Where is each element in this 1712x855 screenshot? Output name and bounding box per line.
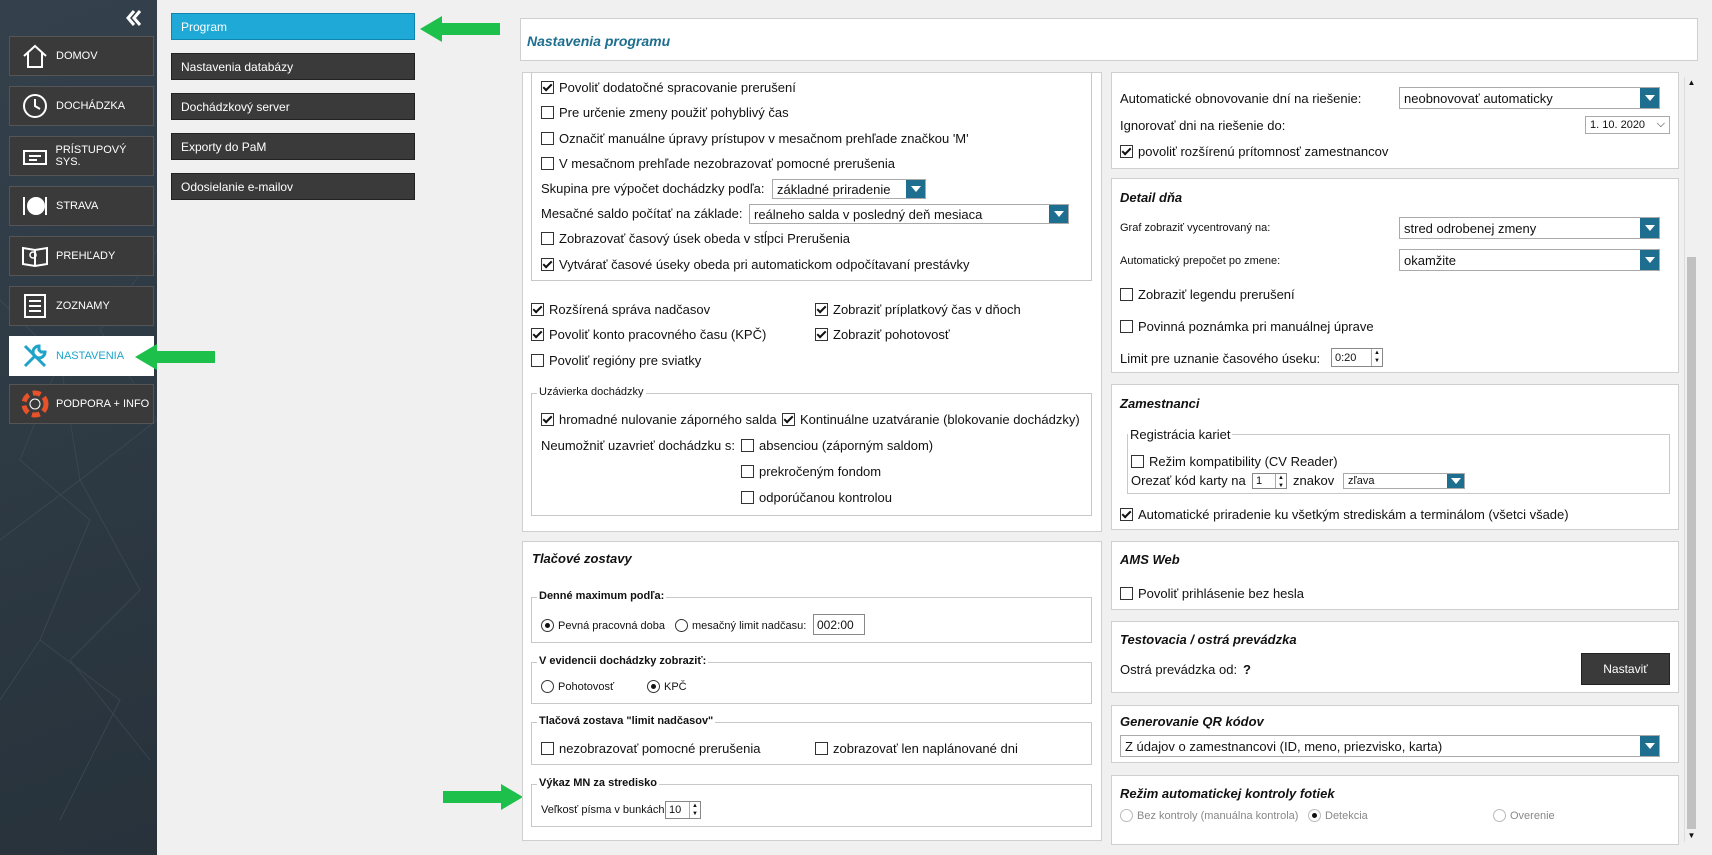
sidebar-item-domov[interactable]	[9, 36, 154, 76]
graf-select[interactable]: stred odrobenej zmeny	[1399, 217, 1660, 239]
radio-kpc[interactable]: KPČ	[647, 680, 687, 693]
sidebar-item-label: PODPORA + INFO	[56, 398, 150, 410]
chevron-down-icon	[1640, 88, 1659, 108]
chevron-down-icon	[1640, 218, 1659, 238]
znakov-label: znakov	[1293, 473, 1335, 488]
checkbox-hromadne-nulovanie[interactable]: hromadné nulovanie záporného salda	[541, 412, 777, 427]
checkbox-absenciou[interactable]: absenciou (záporným saldom)	[741, 438, 933, 453]
neumoznit-label: Neumožniť uzavrieť dochádzku s:	[541, 438, 736, 453]
sidebar	[0, 0, 157, 855]
limit-useku-label: Limit pre uznanie časového úseku:	[1120, 351, 1321, 366]
ams-web-title: AMS Web	[1120, 552, 1180, 567]
checkbox-legenda-preruseni[interactable]: Zobraziť legendu prerušení	[1120, 287, 1295, 302]
checkbox-priplatkovy-cas[interactable]: Zobraziť príplatkový čas v dňoch	[815, 302, 1021, 317]
sidebar-item-label: STRAVA	[56, 200, 99, 212]
checkbox-auto-priradenie[interactable]: Automatické priradenie ku všetkým strediskám a terminálom (všetci všade)	[1120, 507, 1569, 522]
checkbox-povinna-poznamka[interactable]: Povinná poznámka pri manuálnej úprave	[1120, 319, 1374, 334]
scrollbar-thumb[interactable]	[1687, 257, 1696, 829]
denne-maximum-title: Denné maximum podľa:	[539, 590, 665, 602]
registracia-kariet-title: Registrácia kariet	[1130, 427, 1231, 442]
chevron-down-icon	[1447, 474, 1464, 488]
checkbox-rozsirena-sprava[interactable]: Rozšírená správa nadčasov	[531, 302, 710, 317]
auto-obnovovanie-select[interactable]: neobnovovať automaticky	[1399, 87, 1660, 109]
orezat-stepper[interactable]: 1 ▲ ▼	[1252, 473, 1287, 489]
orezat-strana-select[interactable]: zľava	[1343, 473, 1465, 489]
scroll-down-arrow-icon[interactable]: ▼	[1687, 831, 1696, 840]
scroll-up-arrow-icon[interactable]: ▲	[1687, 78, 1696, 87]
saldo-select[interactable]: reálneho salda v posledný deň mesiaca	[749, 204, 1069, 224]
ignorovat-date-picker[interactable]: 1. 10. 2020 ⌵	[1585, 116, 1670, 134]
wrench-icon	[20, 341, 50, 371]
saldo-label: Mesačné saldo počítať na základe:	[541, 206, 743, 221]
lifebuoy-icon	[20, 389, 50, 419]
vykaz-mn-title: Výkaz MN za stredisko	[539, 777, 657, 789]
detail-dna-title: Detail dňa	[1120, 190, 1183, 205]
checkbox-nezobrazovat-pomocne-tlac[interactable]: nezobrazovať pomocné prerušenia	[541, 741, 760, 756]
checkbox-kontinualne[interactable]: Kontinuálne uzatváranie (blokovanie dochádzky)	[782, 412, 1080, 427]
graf-label: Graf zobraziť vycentrovaný na:	[1120, 222, 1271, 234]
list-icon	[20, 291, 50, 321]
left-top-group	[531, 72, 1092, 281]
sidebar-item-label: NASTAVENIA	[56, 350, 125, 362]
sidebar-item-zoznamy[interactable]	[9, 286, 154, 326]
green-arrow-icon	[135, 344, 215, 370]
radio-bez-kontroly[interactable]: Bez kontroly (manuálna kontrola)	[1120, 809, 1298, 822]
home-icon	[20, 41, 50, 71]
checkbox-odporucanou-kontrolou[interactable]: odporúčanou kontrolou	[741, 490, 892, 505]
submenu-item-program[interactable]: Program	[171, 13, 415, 40]
clock-icon	[20, 91, 50, 121]
submenu-item-dochadzkovy-server[interactable]: Dochádzkový server	[171, 93, 415, 120]
chevron-down-icon	[1640, 250, 1659, 270]
sidebar-item-prehlady[interactable]	[9, 236, 154, 276]
testovacia-title: Testovacia / ostrá prevádzka	[1120, 632, 1297, 647]
sidebar-item-podpora[interactable]	[9, 384, 154, 424]
limit-nadcasov-title: Tlačová zostava "limit nadčasov"	[539, 715, 714, 727]
plate-icon	[20, 191, 50, 221]
ostra-prevadzka-label: Ostrá prevádzka od:	[1120, 662, 1238, 677]
chevron-down-icon	[1640, 736, 1659, 756]
green-arrow-icon	[443, 784, 523, 810]
checkbox-nezobrazovat-pomocne[interactable]: V mesačnom prehľade nezobrazovať pomocné prerušenia	[541, 156, 895, 171]
chevron-down-icon: ⌵	[1656, 118, 1665, 130]
green-arrow-icon	[420, 16, 500, 42]
sidebar-item-label: DOMOV	[56, 50, 98, 62]
skupina-label: Skupina pre výpočet dochádzky podľa:	[541, 181, 765, 196]
checkbox-obed-automaticky[interactable]: Vytvárať časové úseky obeda pri automatickom odpočítavaní prestávky	[541, 257, 970, 272]
checkbox-prekrocenym-fondom[interactable]: prekročeným fondom	[741, 464, 881, 479]
orezat-label: Orezať kód karty na	[1131, 473, 1246, 488]
radio-mesacny-limit[interactable]: mesačný limit nadčasu:	[675, 619, 806, 632]
sidebar-item-label: DOCHÁDZKA	[56, 100, 126, 112]
checkbox-regiony[interactable]: Povoliť regióny pre sviatky	[531, 353, 701, 368]
radio-pohotovost[interactable]: Pohotovosť	[541, 680, 614, 693]
checkbox-pohotovost[interactable]: Zobraziť pohotovosť	[815, 327, 950, 342]
chevron-down-icon	[906, 180, 925, 198]
chevron-down-icon	[1049, 205, 1068, 223]
skupina-select[interactable]: základné priradenie	[772, 179, 926, 199]
print-title: Tlačové zostavy	[532, 551, 632, 566]
radio-overenie[interactable]: Overenie	[1493, 809, 1555, 822]
checkbox-pohyblivy-cas[interactable]: Pre určenie zmeny použiť pohyblivý čas	[541, 105, 789, 120]
ostra-prevadzka-value: ?	[1243, 662, 1251, 677]
checkbox-obed-prerusenia[interactable]: Zobrazovať časový úsek obeda v stĺpci Prerušenia	[541, 231, 850, 246]
fotky-title: Režim automatickej kontroly fotiek	[1120, 786, 1335, 801]
auto-obnovovanie-label: Automatické obnovovanie dní na riešenie:	[1120, 91, 1362, 106]
double-chevron-left-icon	[124, 8, 144, 28]
sidebar-item-pristupovy[interactable]	[9, 136, 154, 176]
radio-pevna-doba[interactable]: Pevná pracovná doba	[541, 619, 665, 632]
sidebar-item-dochadzka[interactable]	[9, 86, 154, 126]
evidencia-group	[531, 662, 1092, 704]
ignorovat-label: Ignorovať dni na riešenie do:	[1120, 118, 1286, 133]
sidebar-item-strava[interactable]	[9, 186, 154, 226]
sidebar-item-label: PREHĽADY	[56, 250, 116, 262]
sidebar-item-label: PRÍSTUPOVÝ SYS.	[55, 144, 127, 168]
checkbox-oznacit-manualne[interactable]: Označiť manuálne úpravy prístupov v mesačnom prehľade značkou 'M'	[541, 131, 969, 146]
sidebar-background-pattern	[0, 0, 157, 855]
uzavierka-title: Uzávierka dochádzky	[539, 386, 644, 398]
limit-useku-stepper[interactable]: 0:20 ▲ ▼	[1331, 348, 1383, 367]
velkost-pisma-stepper[interactable]: 10 ▲ ▼	[665, 801, 701, 819]
checkbox-naplanovane-dni[interactable]: zobrazovať len naplánované dni	[815, 741, 1018, 756]
page-header	[520, 18, 1698, 61]
qr-select[interactable]: Z údajov o zamestnancovi (ID, meno, priezvisko, karta)	[1120, 735, 1660, 757]
submenu-item-odosielanie-emailov[interactable]: Odosielanie e-mailov	[171, 173, 415, 200]
nastavit-button[interactable]: Nastaviť	[1581, 653, 1670, 685]
sidebar-item-nastavenia[interactable]	[9, 336, 154, 376]
limit-nadcasu-input[interactable]: 002:00	[813, 614, 865, 635]
submenu-item-exporty-pam[interactable]: Exporty do PaM	[171, 133, 415, 160]
page-title: Nastavenia programu	[527, 33, 671, 49]
prepocet-select[interactable]: okamžite	[1399, 249, 1660, 271]
radio-detekcia[interactable]: Detekcia	[1308, 809, 1368, 822]
detail-dna-panel	[1111, 178, 1679, 373]
qr-title: Generovanie QR kódov	[1120, 714, 1264, 729]
evidencia-title: V evidencii dochádzky zobraziť:	[539, 655, 707, 667]
checkbox-kpc[interactable]: Povoliť konto pracovného času (KPČ)	[531, 327, 766, 342]
prepocet-label: Automatický prepočet po zmene:	[1120, 255, 1281, 267]
checkbox-bez-hesla[interactable]: Povoliť prihlásenie bez hesla	[1120, 586, 1304, 601]
book-search-icon	[20, 241, 50, 271]
access-card-icon	[20, 141, 50, 171]
submenu-item-nastavenia-databazy[interactable]: Nastavenia databázy	[171, 53, 415, 80]
checkbox-rozsirena-pritomnost[interactable]: povoliť rozšírenú prítomnosť zamestnancov	[1120, 144, 1388, 159]
checkbox-dodatocne-spracovanie[interactable]: Povoliť dodatočné spracovanie prerušení	[541, 80, 796, 95]
sidebar-item-label: ZOZNAMY	[56, 300, 110, 312]
velkost-pisma-label: Veľkosť písma v bunkách	[541, 804, 665, 816]
scrollbar-track[interactable]	[1684, 77, 1698, 842]
collapse-sidebar-button[interactable]	[124, 8, 144, 28]
checkbox-kompatibilita[interactable]: Režim kompatibility (CV Reader)	[1131, 454, 1338, 469]
zamestnanci-title: Zamestnanci	[1120, 396, 1200, 411]
